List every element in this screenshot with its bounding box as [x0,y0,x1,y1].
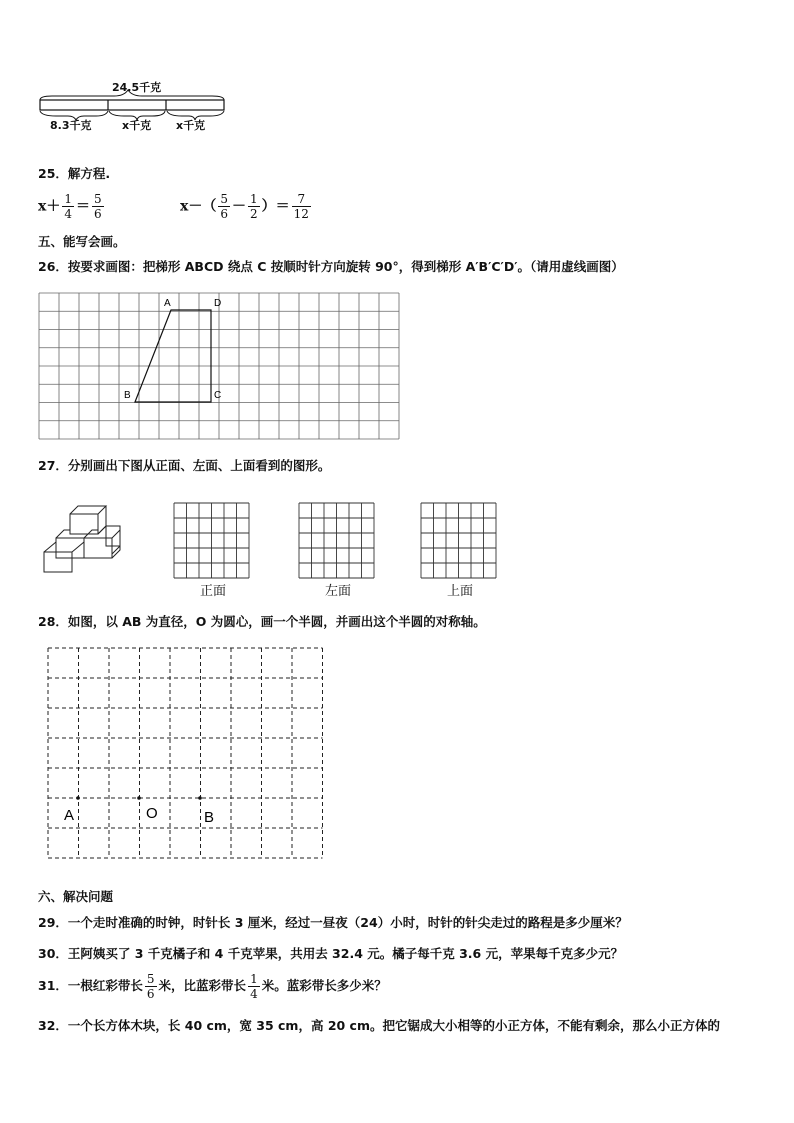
cube-stack-svg [40,504,130,576]
q27-text: 27．分别画出下图从正面、左面、上面看到的图形。 [38,458,331,473]
point-b-label: B [124,390,131,401]
section-6-heading: 六、解决问题 [38,889,114,904]
part1-weight-label: 8.3千克 [50,119,92,132]
point-o [137,796,141,800]
eq1-equals: ＝ [76,198,90,215]
view-grid-front [173,502,251,586]
q28-grid-svg [46,646,326,864]
trapezoid-abcd [135,310,211,402]
point-c-label: C [214,390,222,401]
point-a [76,796,80,800]
point-d-label: D [214,298,222,309]
top-view-grid-svg [420,502,498,582]
q32-text: 32．一个长方体木块，长 40 cm，宽 35 cm，高 20 cm。把它锯成大小相等的小正方体，不能有剩余，那么小正方体的 [38,1018,720,1033]
eq2-fraction-3: $\frac{7}{12}$ [293,192,309,221]
q26-text: 26．按要求画图：把梯形 ABCD 绕点 C 按顺时针方向旋转 90°，得到梯形 A′B′C′D′。（请用虚线画图） [38,259,624,274]
q31-pre: 31．一根红彩带长 [38,978,143,993]
part2-weight-label: x千克 [122,119,152,132]
front-view-grid-svg [173,502,251,582]
q31-text [38,972,387,1001]
q26-grid [38,292,400,446]
point-a-label: A [164,298,171,309]
weight-brace-diagram [36,78,236,134]
left-view-label: 左面 [325,584,352,599]
eq2-fraction-2: $\frac{1}{2}$ [250,192,258,221]
cube-stack-figure [40,504,130,580]
q25-title: 25．解方程. [38,166,111,181]
part3-weight-label: x千克 [176,119,206,132]
point-a-label: A [64,807,75,824]
q29-text: 29．一个走时准确的时钟，时针长 3 厘米，经过一昼夜（24）小时，时针的针尖走过的路程是多少厘米？ [38,915,628,930]
eq2-right: ）＝ [261,198,290,215]
view-grid-top [420,502,498,586]
front-view-label: 正面 [200,584,227,599]
eq2-fraction-1: $\frac{5}{6}$ [220,192,228,221]
view-grid-left [298,502,376,586]
total-weight-label: 24.5千克 [112,81,162,94]
q30-text: 30．王阿姨买了 3 千克橘子和 4 千克苹果，共用去 32.4 元。橘子每千克 3.6 元，苹果每千克多少元？ [38,946,624,961]
point-b-label: B [204,809,215,826]
q28-text: 28．如图，以 AB 为直径，O 为圆心，画一个半圆，并画出这个半圆的对称轴。 [38,614,486,629]
point-b [198,796,202,800]
point-o-label: O [146,805,158,822]
eq1-fraction-1: $\frac{1}{4}$ [64,192,72,221]
eq1-left: x＋ [38,198,61,215]
eq2-left: x－（ [180,198,217,215]
q28-dashed-grid [46,646,326,868]
left-view-grid-svg [298,502,376,582]
q26-grid-svg [38,292,400,442]
eq1-fraction-2: $\frac{5}{6}$ [94,192,102,221]
eq2-minus: － [232,198,246,215]
q25-equation-1 [38,192,106,221]
q31-mid: 米，比蓝彩带长 [158,978,247,993]
top-view-label: 上面 [447,584,474,599]
q31-fraction-diff: $\frac{1}{4}$ [250,972,258,1001]
q25-equation-2 [180,192,313,221]
q31-post: 米。蓝彩带长多少米？ [261,978,387,993]
q31-fraction-red: $\frac{5}{6}$ [146,972,155,1001]
section-5-heading: 五、能写会画。 [38,234,126,249]
